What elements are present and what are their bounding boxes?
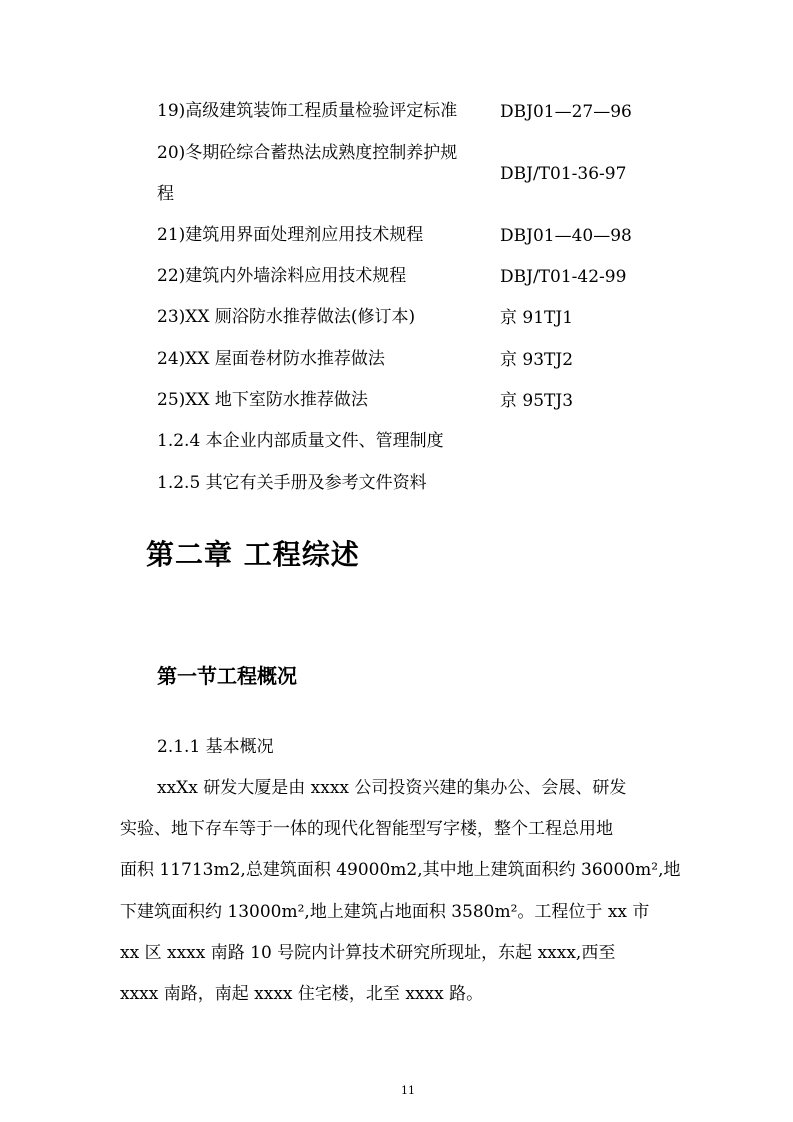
paragraph-line: xxxx 南路，南起 xxxx 住宅楼，北至 xxxx 路。	[120, 984, 484, 1004]
standard-24-code: 京 93TJ2	[500, 350, 574, 370]
page-number: 11	[401, 1084, 415, 1097]
standard-22-code: DBJ/T01-42-99	[500, 267, 627, 287]
paragraph-line: xx 区 xxxx 南路 10 号院内计算技术研究所现址，东起 xxxx,西至	[120, 943, 616, 963]
standard-21-code: DBJ01—40—98	[500, 226, 632, 246]
standard-23-code: 京 91TJ1	[500, 308, 574, 328]
paragraph-line: xxXx 研发大厦是由 xxxx 公司投资兴建的集办公、会展、研发	[157, 778, 627, 798]
item-1-2-4: 1.2.4 本企业内部质量文件、管理制度	[157, 431, 444, 451]
standard-19-name: 19)高级建筑装饰工程质量检验评定标准	[157, 101, 458, 121]
standard-23-name: 23)XX 厕浴防水推荐做法(修订本)	[157, 307, 416, 327]
section-title: 第一节工程概况	[157, 664, 297, 688]
paragraph-line: 下建筑面积约 13000m²,地上建筑占地面积 3580m²。工程位于 xx 市	[120, 902, 650, 922]
standard-20-name-line2: 程	[157, 184, 174, 204]
subsection-title: 2.1.1 基本概况	[157, 737, 274, 757]
standard-21-name: 21)建筑用界面处理剂应用技术规程	[157, 225, 424, 245]
standard-22-name: 22)建筑内外墙涂料应用技术规程	[157, 266, 407, 286]
standard-20-code: DBJ/T01-36-97	[500, 164, 627, 184]
item-1-2-5: 1.2.5 其它有关手册及参考文件资料	[157, 473, 427, 493]
standard-19-code: DBJ01—27—96	[500, 102, 632, 122]
paragraph-line: 实验、地下存车等于一体的现代化智能型写字楼，整个工程总用地	[120, 819, 613, 839]
standard-24-name: 24)XX 屋面卷材防水推荐做法	[157, 349, 385, 369]
standard-25-name: 25)XX 地下室防水推荐做法	[157, 390, 368, 410]
standard-25-code: 京 95TJ3	[500, 391, 574, 411]
standard-20-name-line1: 20)冬期砼综合蓄热法成熟度控制养护规	[157, 143, 458, 163]
chapter-title: 第二章 工程综述	[146, 538, 360, 571]
paragraph-line: 面积 11713m2,总建筑面积 49000m2,其中地上建筑面积约 36000m²,地	[120, 860, 681, 880]
